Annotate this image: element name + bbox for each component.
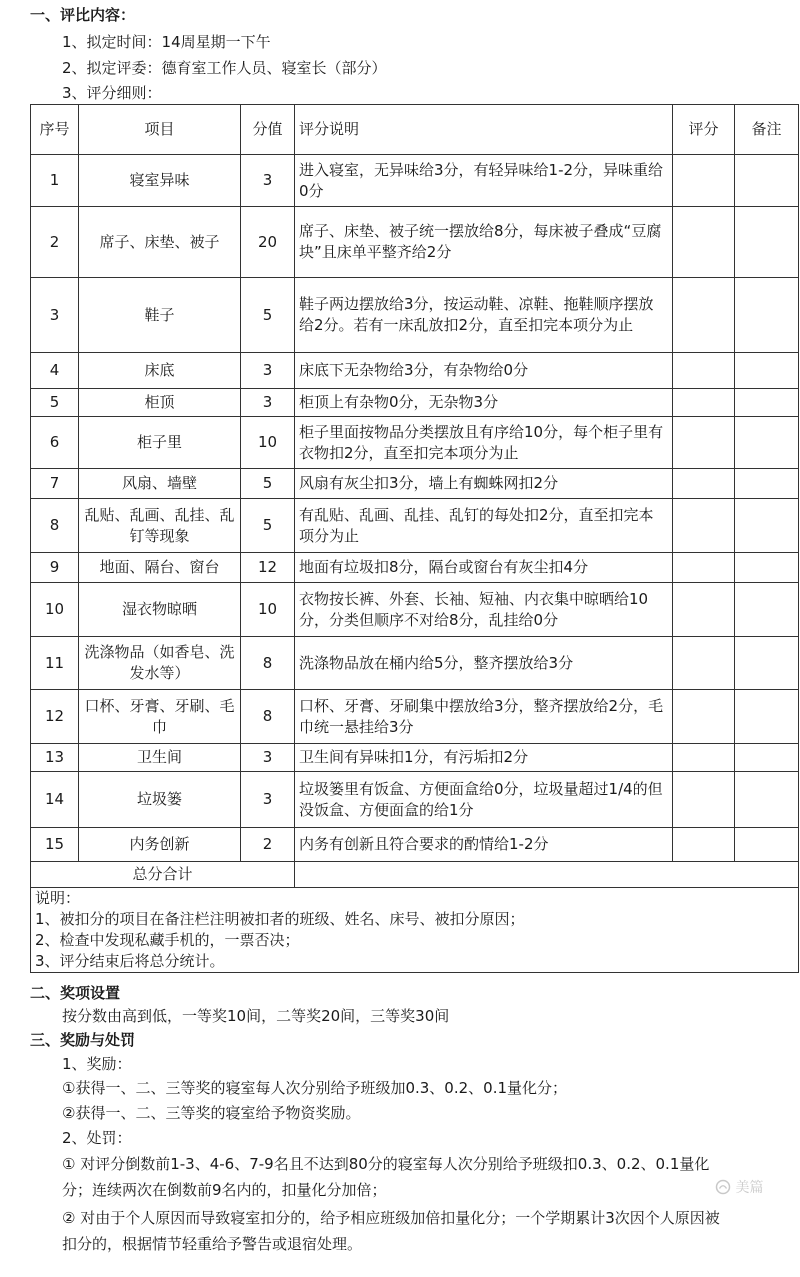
table-row — [31, 417, 799, 469]
row-rating-cell — [673, 499, 735, 553]
row-score: 5 — [241, 278, 295, 353]
total-value-cell — [295, 862, 799, 888]
note-item: 1、被扣分的项目在备注栏注明被扣者的班级、姓名、床号、被扣分原因； — [35, 910, 525, 928]
notes-cell — [31, 888, 799, 973]
notes-row — [31, 888, 799, 973]
row-no: 10 — [31, 583, 79, 637]
row-no: 7 — [31, 469, 79, 499]
row-desc: 垃圾篓里有饭盒、方便面盒给0分，垃圾量超过1/4的但没饭盒、方便面盒的给1分 — [295, 772, 673, 828]
row-rating-cell — [673, 828, 735, 862]
row-score: 3 — [241, 155, 295, 207]
row-rating-cell — [673, 353, 735, 389]
row-remark-cell — [735, 353, 799, 389]
table-row — [31, 637, 799, 690]
row-item: 床底 — [79, 353, 241, 389]
row-no: 6 — [31, 417, 79, 469]
header-desc: 评分说明 — [295, 105, 673, 155]
row-item: 柜顶 — [79, 389, 241, 417]
row-desc: 进入寝室，无异味给3分，有轻异味给1-2分，异味重给0分 — [295, 155, 673, 207]
row-rating-cell — [673, 417, 735, 469]
watermark-icon — [715, 1179, 731, 1195]
row-item: 地面、隔台、窗台 — [79, 553, 241, 583]
row-no: 4 — [31, 353, 79, 389]
row-remark-cell — [735, 828, 799, 862]
row-score: 3 — [241, 744, 295, 772]
row-score: 10 — [241, 417, 295, 469]
total-label: 总分合计 — [31, 862, 295, 888]
header-remark: 备注 — [735, 105, 799, 155]
table-row — [31, 744, 799, 772]
row-rating-cell — [673, 553, 735, 583]
row-remark-cell — [735, 155, 799, 207]
penalty-title: 2、处罚： — [62, 1129, 132, 1147]
header-no: 序号 — [31, 105, 79, 155]
row-score: 2 — [241, 828, 295, 862]
table-row — [31, 828, 799, 862]
row-score: 20 — [241, 207, 295, 278]
row-rating-cell — [673, 278, 735, 353]
row-item: 洗涤物品（如香皂、洗发水等） — [79, 637, 241, 690]
table-row — [31, 353, 799, 389]
section2-text: 按分数由高到低，一等奖10间，二等奖20间，三等奖30间 — [62, 1007, 450, 1025]
reward-title: 1、奖励： — [62, 1055, 132, 1073]
penalty-item-1-line-2: 分；连续两次在倒数前9名内的，扣量化分加倍； — [62, 1181, 387, 1199]
table-row — [31, 690, 799, 744]
row-item: 乱贴、乱画、乱挂、乱钉等现象 — [79, 499, 241, 553]
row-remark-cell — [735, 744, 799, 772]
row-score: 8 — [241, 690, 295, 744]
row-remark-cell — [735, 553, 799, 583]
row-rating-cell — [673, 772, 735, 828]
row-remark-cell — [735, 690, 799, 744]
row-remark-cell — [735, 583, 799, 637]
row-no: 12 — [31, 690, 79, 744]
row-desc: 有乱贴、乱画、乱挂、乱钉的每处扣2分，直至扣完本项分为止 — [295, 499, 673, 553]
row-score: 10 — [241, 583, 295, 637]
row-desc: 柜顶上有杂物0分，无杂物3分 — [295, 389, 673, 417]
row-no: 14 — [31, 772, 79, 828]
row-score: 3 — [241, 353, 295, 389]
row-no: 2 — [31, 207, 79, 278]
row-desc: 衣物按长裤、外套、长袖、短袖、内衣集中晾晒给10分，分类但顺序不对给8分，乱挂给0分 — [295, 583, 673, 637]
row-rating-cell — [673, 155, 735, 207]
row-remark-cell — [735, 389, 799, 417]
row-no: 11 — [31, 637, 79, 690]
row-rating-cell — [673, 469, 735, 499]
section1-time: 1、拟定时间：14周星期一下午 — [62, 33, 271, 51]
row-remark-cell — [735, 499, 799, 553]
row-score: 5 — [241, 469, 295, 499]
section3-title: 三、奖励与处罚 — [30, 1031, 136, 1049]
watermark-logo — [715, 1177, 763, 1197]
row-desc: 柜子里面按物品分类摆放且有序给10分，每个柜子里有衣物扣2分，直至扣完本项分为止 — [295, 417, 673, 469]
table-row — [31, 207, 799, 278]
row-remark-cell — [735, 469, 799, 499]
row-item: 口杯、牙膏、牙刷、毛巾 — [79, 690, 241, 744]
penalty-item-2-line-1: ② 对由于个人原因而导致寝室扣分的，给予相应班级加倍扣量化分；一个学期累计3次因个人原因被 — [62, 1209, 720, 1227]
row-no: 8 — [31, 499, 79, 553]
row-desc: 鞋子两边摆放给3分，按运动鞋、凉鞋、拖鞋顺序摆放给2分。若有一床乱放扣2分，直至扣完本项分为止 — [295, 278, 673, 353]
row-no: 5 — [31, 389, 79, 417]
row-no: 9 — [31, 553, 79, 583]
penalty-item-1-line-1: ① 对评分倒数前1-3、4-6、7-9名且不达到80分的寝室每人次分别给予班级扣0.3、0.2、0.1量化 — [62, 1155, 710, 1173]
note-item: 3、评分结束后将总分统计。 — [35, 952, 225, 970]
row-item: 鞋子 — [79, 278, 241, 353]
reward-item-2: ②获得一、二、三等奖的寝室给予物资奖励。 — [62, 1104, 361, 1122]
row-rating-cell — [673, 207, 735, 278]
row-desc: 地面有垃圾扣8分，隔台或窗台有灰尘扣4分 — [295, 553, 673, 583]
row-score: 3 — [241, 772, 295, 828]
watermark-text: 美篇 — [735, 1180, 764, 1196]
row-item: 湿衣物晾晒 — [79, 583, 241, 637]
row-score: 8 — [241, 637, 295, 690]
row-item: 垃圾篓 — [79, 772, 241, 828]
row-score: 3 — [241, 389, 295, 417]
row-score: 5 — [241, 499, 295, 553]
row-remark-cell — [735, 278, 799, 353]
row-remark-cell — [735, 417, 799, 469]
table-header-row — [31, 105, 799, 155]
row-item: 内务创新 — [79, 828, 241, 862]
row-no: 1 — [31, 155, 79, 207]
reward-item-1: ①获得一、二、三等奖的寝室每人次分别给予班级加0.3、0.2、0.1量化分； — [62, 1079, 568, 1097]
row-score: 12 — [241, 553, 295, 583]
table-row — [31, 389, 799, 417]
table-row — [31, 772, 799, 828]
header-score: 分值 — [241, 105, 295, 155]
note-item: 2、检查中发现私藏手机的，一票否决； — [35, 931, 300, 949]
scoring-table — [30, 104, 799, 973]
header-rating: 评分 — [673, 105, 735, 155]
row-item: 风扇、墙壁 — [79, 469, 241, 499]
section2-title: 二、奖项设置 — [30, 984, 121, 1002]
row-remark-cell — [735, 637, 799, 690]
row-item: 寝室异味 — [79, 155, 241, 207]
section1-title: 一、评比内容： — [30, 6, 136, 24]
section1-details: 3、评分细则： — [62, 84, 162, 102]
row-desc: 口杯、牙膏、牙刷集中摆放给3分，整齐摆放给2分，毛巾统一悬挂给3分 — [295, 690, 673, 744]
table-row — [31, 583, 799, 637]
table-row — [31, 155, 799, 207]
row-desc: 床底下无杂物给3分，有杂物给0分 — [295, 353, 673, 389]
row-rating-cell — [673, 583, 735, 637]
row-desc: 卫生间有异味扣1分，有污垢扣2分 — [295, 744, 673, 772]
row-remark-cell — [735, 207, 799, 278]
table-row — [31, 499, 799, 553]
section1-judges: 2、拟定评委：德育室工作人员、寝室长（部分） — [62, 59, 387, 77]
row-item: 卫生间 — [79, 744, 241, 772]
row-desc: 内务有创新且符合要求的酌情给1-2分 — [295, 828, 673, 862]
row-item: 席子、床垫、被子 — [79, 207, 241, 278]
penalty-item-2-line-2: 扣分的，根据情节轻重给予警告或退宿处理。 — [62, 1235, 363, 1253]
row-no: 3 — [31, 278, 79, 353]
table-row — [31, 469, 799, 499]
row-rating-cell — [673, 744, 735, 772]
total-row — [31, 862, 799, 888]
notes-heading: 说明： — [35, 889, 81, 907]
row-rating-cell — [673, 690, 735, 744]
row-remark-cell — [735, 772, 799, 828]
header-item: 项目 — [79, 105, 241, 155]
row-item: 柜子里 — [79, 417, 241, 469]
row-desc: 席子、床垫、被子统一摆放给8分，每床被子叠成“豆腐块”且床单平整齐给2分 — [295, 207, 673, 278]
table-row — [31, 278, 799, 353]
table-row — [31, 553, 799, 583]
row-no: 15 — [31, 828, 79, 862]
row-desc: 风扇有灰尘扣3分，墙上有蜘蛛网扣2分 — [295, 469, 673, 499]
row-rating-cell — [673, 389, 735, 417]
row-rating-cell — [673, 637, 735, 690]
row-no: 13 — [31, 744, 79, 772]
row-desc: 洗涤物品放在桶内给5分，整齐摆放给3分 — [295, 637, 673, 690]
